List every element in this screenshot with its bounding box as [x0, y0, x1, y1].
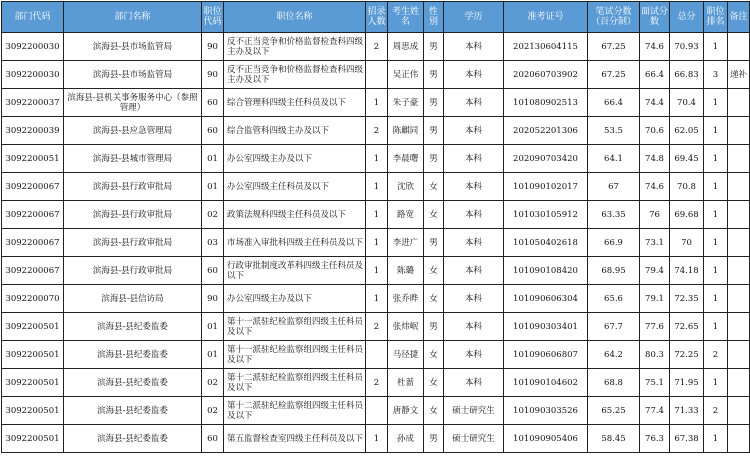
- education-cell: 本科: [444, 285, 504, 313]
- dept-name-cell: 滨海县-县城市管理局: [64, 145, 202, 173]
- dept-code-cell: 3092200501: [2, 397, 64, 425]
- rank-cell: 1: [704, 33, 728, 61]
- position-code-cell: 90: [202, 61, 224, 89]
- dept-code-cell: 3092200070: [2, 285, 64, 313]
- quota-cell: 1: [366, 257, 388, 285]
- position-name-cell: 行政审批制度改革科四级主任科员及以下: [224, 257, 366, 285]
- quota-cell: 1: [366, 89, 388, 117]
- header-dept-name: 部门名称: [64, 2, 202, 33]
- total-score-cell: 62.05: [670, 117, 704, 145]
- position-name-cell: 综合监管科四级主办及以下: [224, 117, 366, 145]
- exam-number-cell: 101090606807: [504, 341, 588, 369]
- header-row: [2, 2, 750, 33]
- position-name-cell: 反不正当竞争和价格监督检查科四级主办及以下: [224, 33, 366, 61]
- total-score-cell: 70.4: [670, 89, 704, 117]
- candidate-name-cell: 朱子豪: [388, 89, 424, 117]
- total-score-cell: 67.38: [670, 425, 704, 453]
- interview-score-cell: 77.4: [640, 397, 670, 425]
- remarks-cell: [728, 397, 750, 425]
- interview-score-cell: 75.1: [640, 369, 670, 397]
- gender-cell: 女: [424, 173, 444, 201]
- table-row: [2, 369, 750, 397]
- remarks-cell: [728, 117, 750, 145]
- header-position-code: 职位代码: [202, 2, 224, 33]
- exam-number-cell: 101090104602: [504, 369, 588, 397]
- table-header: [2, 2, 750, 33]
- dept-code-cell: 3092200501: [2, 425, 64, 453]
- total-score-cell: 72.65: [670, 313, 704, 341]
- gender-cell: 女: [424, 285, 444, 313]
- table-row: [2, 89, 750, 117]
- position-code-cell: 60: [202, 89, 224, 117]
- dept-code-cell: 3092200067: [2, 229, 64, 257]
- education-cell: 本科: [444, 173, 504, 201]
- candidate-name-cell: 沈欣: [388, 173, 424, 201]
- gender-cell: 男: [424, 229, 444, 257]
- interview-score-cell: 74.6: [640, 173, 670, 201]
- remarks-cell: [728, 285, 750, 313]
- gender-cell: 女: [424, 341, 444, 369]
- header-remarks: 备注: [728, 2, 750, 33]
- candidate-name-cell: 吴正伟: [388, 61, 424, 89]
- position-code-cell: 02: [202, 397, 224, 425]
- interview-score-cell: 74.8: [640, 145, 670, 173]
- position-code-cell: 90: [202, 285, 224, 313]
- candidate-name-cell: 唐静文: [388, 397, 424, 425]
- total-score-cell: 74.18: [670, 257, 704, 285]
- rank-cell: 2: [704, 341, 728, 369]
- exam-number-cell: 101030105912: [504, 201, 588, 229]
- gender-cell: 男: [424, 89, 444, 117]
- gender-cell: 男: [424, 313, 444, 341]
- education-cell: 本科: [444, 229, 504, 257]
- rank-cell: 2: [704, 397, 728, 425]
- header-quota: 招录人数: [366, 2, 388, 33]
- exam-number-cell: 101080902513: [504, 89, 588, 117]
- remarks-cell: [728, 173, 750, 201]
- candidate-name-cell: 周思成: [388, 33, 424, 61]
- education-cell: 硕士研究生: [444, 397, 504, 425]
- exam-number-cell: 101090108420: [504, 257, 588, 285]
- position-name-cell: 第十一派驻纪检监察组四级主任科员及以下: [224, 313, 366, 341]
- written-score-cell: 67.7: [588, 313, 640, 341]
- position-name-cell: 政策法规科四级主任科员及以下: [224, 201, 366, 229]
- candidate-name-cell: 张炜岷: [388, 313, 424, 341]
- rank-cell: 1: [704, 145, 728, 173]
- results-table: [1, 1, 750, 453]
- table-row: [2, 257, 750, 285]
- position-code-cell: 60: [202, 425, 224, 453]
- position-code-cell: 03: [202, 229, 224, 257]
- written-score-cell: 67: [588, 173, 640, 201]
- written-score-cell: 63.35: [588, 201, 640, 229]
- total-score-cell: 69.45: [670, 145, 704, 173]
- total-score-cell: 66.83: [670, 61, 704, 89]
- table-body: [2, 33, 750, 453]
- table-row: [2, 229, 750, 257]
- header-gender: 性别: [424, 2, 444, 33]
- interview-score-cell: 74.4: [640, 89, 670, 117]
- position-code-cell: 01: [202, 313, 224, 341]
- candidate-name-cell: 陈麒同: [388, 117, 424, 145]
- interview-score-cell: 74.6: [640, 33, 670, 61]
- dept-code-cell: 3092200039: [2, 117, 64, 145]
- rank-cell: 1: [704, 201, 728, 229]
- dept-name-cell: 滨海县-县纪委监委: [64, 397, 202, 425]
- dept-code-cell: 3092200037: [2, 89, 64, 117]
- dept-code-cell: 3092200501: [2, 369, 64, 397]
- total-score-cell: 71.33: [670, 397, 704, 425]
- table-row: [2, 61, 750, 89]
- dept-code-cell: 3092200501: [2, 341, 64, 369]
- interview-score-cell: 70.6: [640, 117, 670, 145]
- dept-name-cell: 滨海县-县应急管理局: [64, 117, 202, 145]
- interview-score-cell: 66.4: [640, 61, 670, 89]
- rank-cell: 1: [704, 285, 728, 313]
- candidate-name-cell: 马径捷: [388, 341, 424, 369]
- table-row: [2, 145, 750, 173]
- dept-name-cell: 滨海县-县机关事务服务中心（参照管理）: [64, 89, 202, 117]
- header-total-score: 总分: [670, 2, 704, 33]
- dept-name-cell: 滨海县-县纪委监委: [64, 341, 202, 369]
- exam-number-cell: 101090905406: [504, 425, 588, 453]
- dept-code-cell: 3092200067: [2, 201, 64, 229]
- quota-cell: 2: [366, 33, 388, 61]
- quota-cell: 2: [366, 117, 388, 145]
- position-name-cell: 办公室四级主任科员及以下: [224, 173, 366, 201]
- gender-cell: 男: [424, 33, 444, 61]
- dept-code-cell: 3092200067: [2, 173, 64, 201]
- header-interview-score: 面试分数: [640, 2, 670, 33]
- remarks-cell: [728, 369, 750, 397]
- interview-score-cell: 79.4: [640, 257, 670, 285]
- dept-name-cell: 滨海县-县纪委监委: [64, 313, 202, 341]
- total-score-cell: 70: [670, 229, 704, 257]
- exam-number-cell: 202130604115: [504, 33, 588, 61]
- written-score-cell: 65.6: [588, 285, 640, 313]
- position-code-cell: 90: [202, 33, 224, 61]
- rank-cell: 1: [704, 425, 728, 453]
- written-score-cell: 68.95: [588, 257, 640, 285]
- education-cell: 本科: [444, 201, 504, 229]
- dept-code-cell: 3092200051: [2, 145, 64, 173]
- header-candidate-name: 考生姓名: [388, 2, 424, 33]
- position-name-cell: 第十二派驻纪检监察组四级主任科员及以下: [224, 397, 366, 425]
- written-score-cell: 66.4: [588, 89, 640, 117]
- position-name-cell: 第十二派驻纪检监察组四级主任科员及以下: [224, 369, 366, 397]
- position-code-cell: 02: [202, 369, 224, 397]
- education-cell: 本科: [444, 61, 504, 89]
- gender-cell: 女: [424, 201, 444, 229]
- dept-name-cell: 滨海县-县纪委监委: [64, 425, 202, 453]
- rank-cell: 1: [704, 89, 728, 117]
- candidate-name-cell: 张乔晔: [388, 285, 424, 313]
- written-score-cell: 67.25: [588, 61, 640, 89]
- total-score-cell: 71.95: [670, 369, 704, 397]
- gender-cell: 男: [424, 425, 444, 453]
- candidate-name-cell: 孙成: [388, 425, 424, 453]
- gender-cell: 女: [424, 257, 444, 285]
- candidate-name-cell: 路宽: [388, 201, 424, 229]
- dept-name-cell: 滨海县-县行政审批局: [64, 257, 202, 285]
- education-cell: 本科: [444, 89, 504, 117]
- table-row: [2, 201, 750, 229]
- dept-code-cell: 3092200501: [2, 313, 64, 341]
- header-dept-code: 部门代码: [2, 2, 64, 33]
- table-row: [2, 313, 750, 341]
- table-row: [2, 33, 750, 61]
- rank-cell: 1: [704, 369, 728, 397]
- exam-number-cell: 202060703902: [504, 61, 588, 89]
- exam-number-cell: 101090303526: [504, 397, 588, 425]
- position-code-cell: 60: [202, 257, 224, 285]
- position-code-cell: 01: [202, 145, 224, 173]
- exam-number-cell: 101090303401: [504, 313, 588, 341]
- total-score-cell: 70.8: [670, 173, 704, 201]
- written-score-cell: 65.25: [588, 397, 640, 425]
- written-score-cell: 67.25: [588, 33, 640, 61]
- gender-cell: 女: [424, 369, 444, 397]
- table-row: [2, 285, 750, 313]
- gender-cell: 男: [424, 61, 444, 89]
- education-cell: 本科: [444, 341, 504, 369]
- quota-cell: 1: [366, 201, 388, 229]
- written-score-cell: 68.8: [588, 369, 640, 397]
- written-score-cell: 53.5: [588, 117, 640, 145]
- table-row: [2, 425, 750, 453]
- remarks-cell: [728, 257, 750, 285]
- dept-name-cell: 滨海县-县行政审批局: [64, 229, 202, 257]
- exam-number-cell: 202052201306: [504, 117, 588, 145]
- dept-name-cell: 滨海县-县纪委监委: [64, 369, 202, 397]
- education-cell: 本科: [444, 117, 504, 145]
- rank-cell: 3: [704, 61, 728, 89]
- position-name-cell: 办公室四级主办及以下: [224, 285, 366, 313]
- remarks-cell: [728, 89, 750, 117]
- written-score-cell: 66.9: [588, 229, 640, 257]
- gender-cell: 男: [424, 117, 444, 145]
- rank-cell: 1: [704, 173, 728, 201]
- quota-cell: 1: [366, 173, 388, 201]
- header-written-score: 笔试分数（百分制）: [588, 2, 640, 33]
- remarks-cell: [728, 201, 750, 229]
- total-score-cell: 72.25: [670, 341, 704, 369]
- remarks-cell: [728, 425, 750, 453]
- interview-score-cell: 80.3: [640, 341, 670, 369]
- quota-cell: 1: [366, 285, 388, 313]
- education-cell: 本科: [444, 257, 504, 285]
- education-cell: 本科: [444, 313, 504, 341]
- written-score-cell: 58.45: [588, 425, 640, 453]
- quota-cell: [366, 61, 388, 89]
- total-score-cell: 72.35: [670, 285, 704, 313]
- dept-name-cell: 滨海县-县信访局: [64, 285, 202, 313]
- remarks-cell: [728, 229, 750, 257]
- interview-score-cell: 77.6: [640, 313, 670, 341]
- table-row: [2, 173, 750, 201]
- header-education: 学历: [444, 2, 504, 33]
- remarks-cell: [728, 33, 750, 61]
- exam-number-cell: 101090606304: [504, 285, 588, 313]
- candidate-name-cell: 李进广: [388, 229, 424, 257]
- quota-cell: 1: [366, 229, 388, 257]
- education-cell: 硕士研究生: [444, 425, 504, 453]
- position-name-cell: 市场准入审批科四级主任科员及以下: [224, 229, 366, 257]
- dept-name-cell: 滨海县-县市场监管局: [64, 61, 202, 89]
- education-cell: 本科: [444, 145, 504, 173]
- dept-code-cell: 3092200067: [2, 257, 64, 285]
- total-score-cell: 70.93: [670, 33, 704, 61]
- written-score-cell: 64.1: [588, 145, 640, 173]
- position-code-cell: 01: [202, 173, 224, 201]
- written-score-cell: 64.2: [588, 341, 640, 369]
- quota-cell: 1: [366, 425, 388, 453]
- rank-cell: 1: [704, 257, 728, 285]
- position-code-cell: 02: [202, 201, 224, 229]
- total-score-cell: 69.68: [670, 201, 704, 229]
- dept-code-cell: 3092200030: [2, 61, 64, 89]
- interview-score-cell: 76.3: [640, 425, 670, 453]
- position-code-cell: 01: [202, 341, 224, 369]
- quota-cell: [366, 341, 388, 369]
- exam-number-cell: 202090703420: [504, 145, 588, 173]
- candidate-name-cell: 李晨曙: [388, 145, 424, 173]
- table-row: [2, 117, 750, 145]
- remarks-cell: [728, 145, 750, 173]
- header-position-name: 职位名称: [224, 2, 366, 33]
- position-name-cell: 综合管理科四级主任科员及以下: [224, 89, 366, 117]
- table-row: [2, 397, 750, 425]
- header-exam-number: 准考证号: [504, 2, 588, 33]
- interview-score-cell: 73.1: [640, 229, 670, 257]
- education-cell: 本科: [444, 33, 504, 61]
- interview-score-cell: 79.1: [640, 285, 670, 313]
- dept-code-cell: 3092200030: [2, 33, 64, 61]
- dept-name-cell: 滨海县-县行政审批局: [64, 173, 202, 201]
- exam-number-cell: 101050402618: [504, 229, 588, 257]
- rank-cell: 1: [704, 117, 728, 145]
- position-code-cell: 60: [202, 117, 224, 145]
- exam-number-cell: 101090102017: [504, 173, 588, 201]
- remarks-cell: 递补: [728, 61, 750, 89]
- rank-cell: 1: [704, 229, 728, 257]
- gender-cell: 女: [424, 397, 444, 425]
- dept-name-cell: 滨海县-县市场监管局: [64, 33, 202, 61]
- quota-cell: 2: [366, 369, 388, 397]
- position-name-cell: 第五监督检查室四级主任科员及以下: [224, 425, 366, 453]
- remarks-cell: [728, 341, 750, 369]
- position-name-cell: 办公室四级主办及以下: [224, 145, 366, 173]
- quota-cell: 1: [366, 145, 388, 173]
- position-name-cell: 第十一派驻纪检监察组四级主任科员及以下: [224, 341, 366, 369]
- remarks-cell: [728, 313, 750, 341]
- interview-score-cell: 76: [640, 201, 670, 229]
- position-name-cell: 反不正当竞争和价格监督检查科四级主办及以下: [224, 61, 366, 89]
- gender-cell: 男: [424, 145, 444, 173]
- dept-name-cell: 滨海县-县行政审批局: [64, 201, 202, 229]
- rank-cell: 1: [704, 313, 728, 341]
- candidate-name-cell: 杜蔷: [388, 369, 424, 397]
- quota-cell: 2: [366, 313, 388, 341]
- candidate-name-cell: 陈璐: [388, 257, 424, 285]
- header-rank: 职位排名: [704, 2, 728, 33]
- quota-cell: [366, 397, 388, 425]
- table-row: [2, 341, 750, 369]
- education-cell: 本科: [444, 369, 504, 397]
